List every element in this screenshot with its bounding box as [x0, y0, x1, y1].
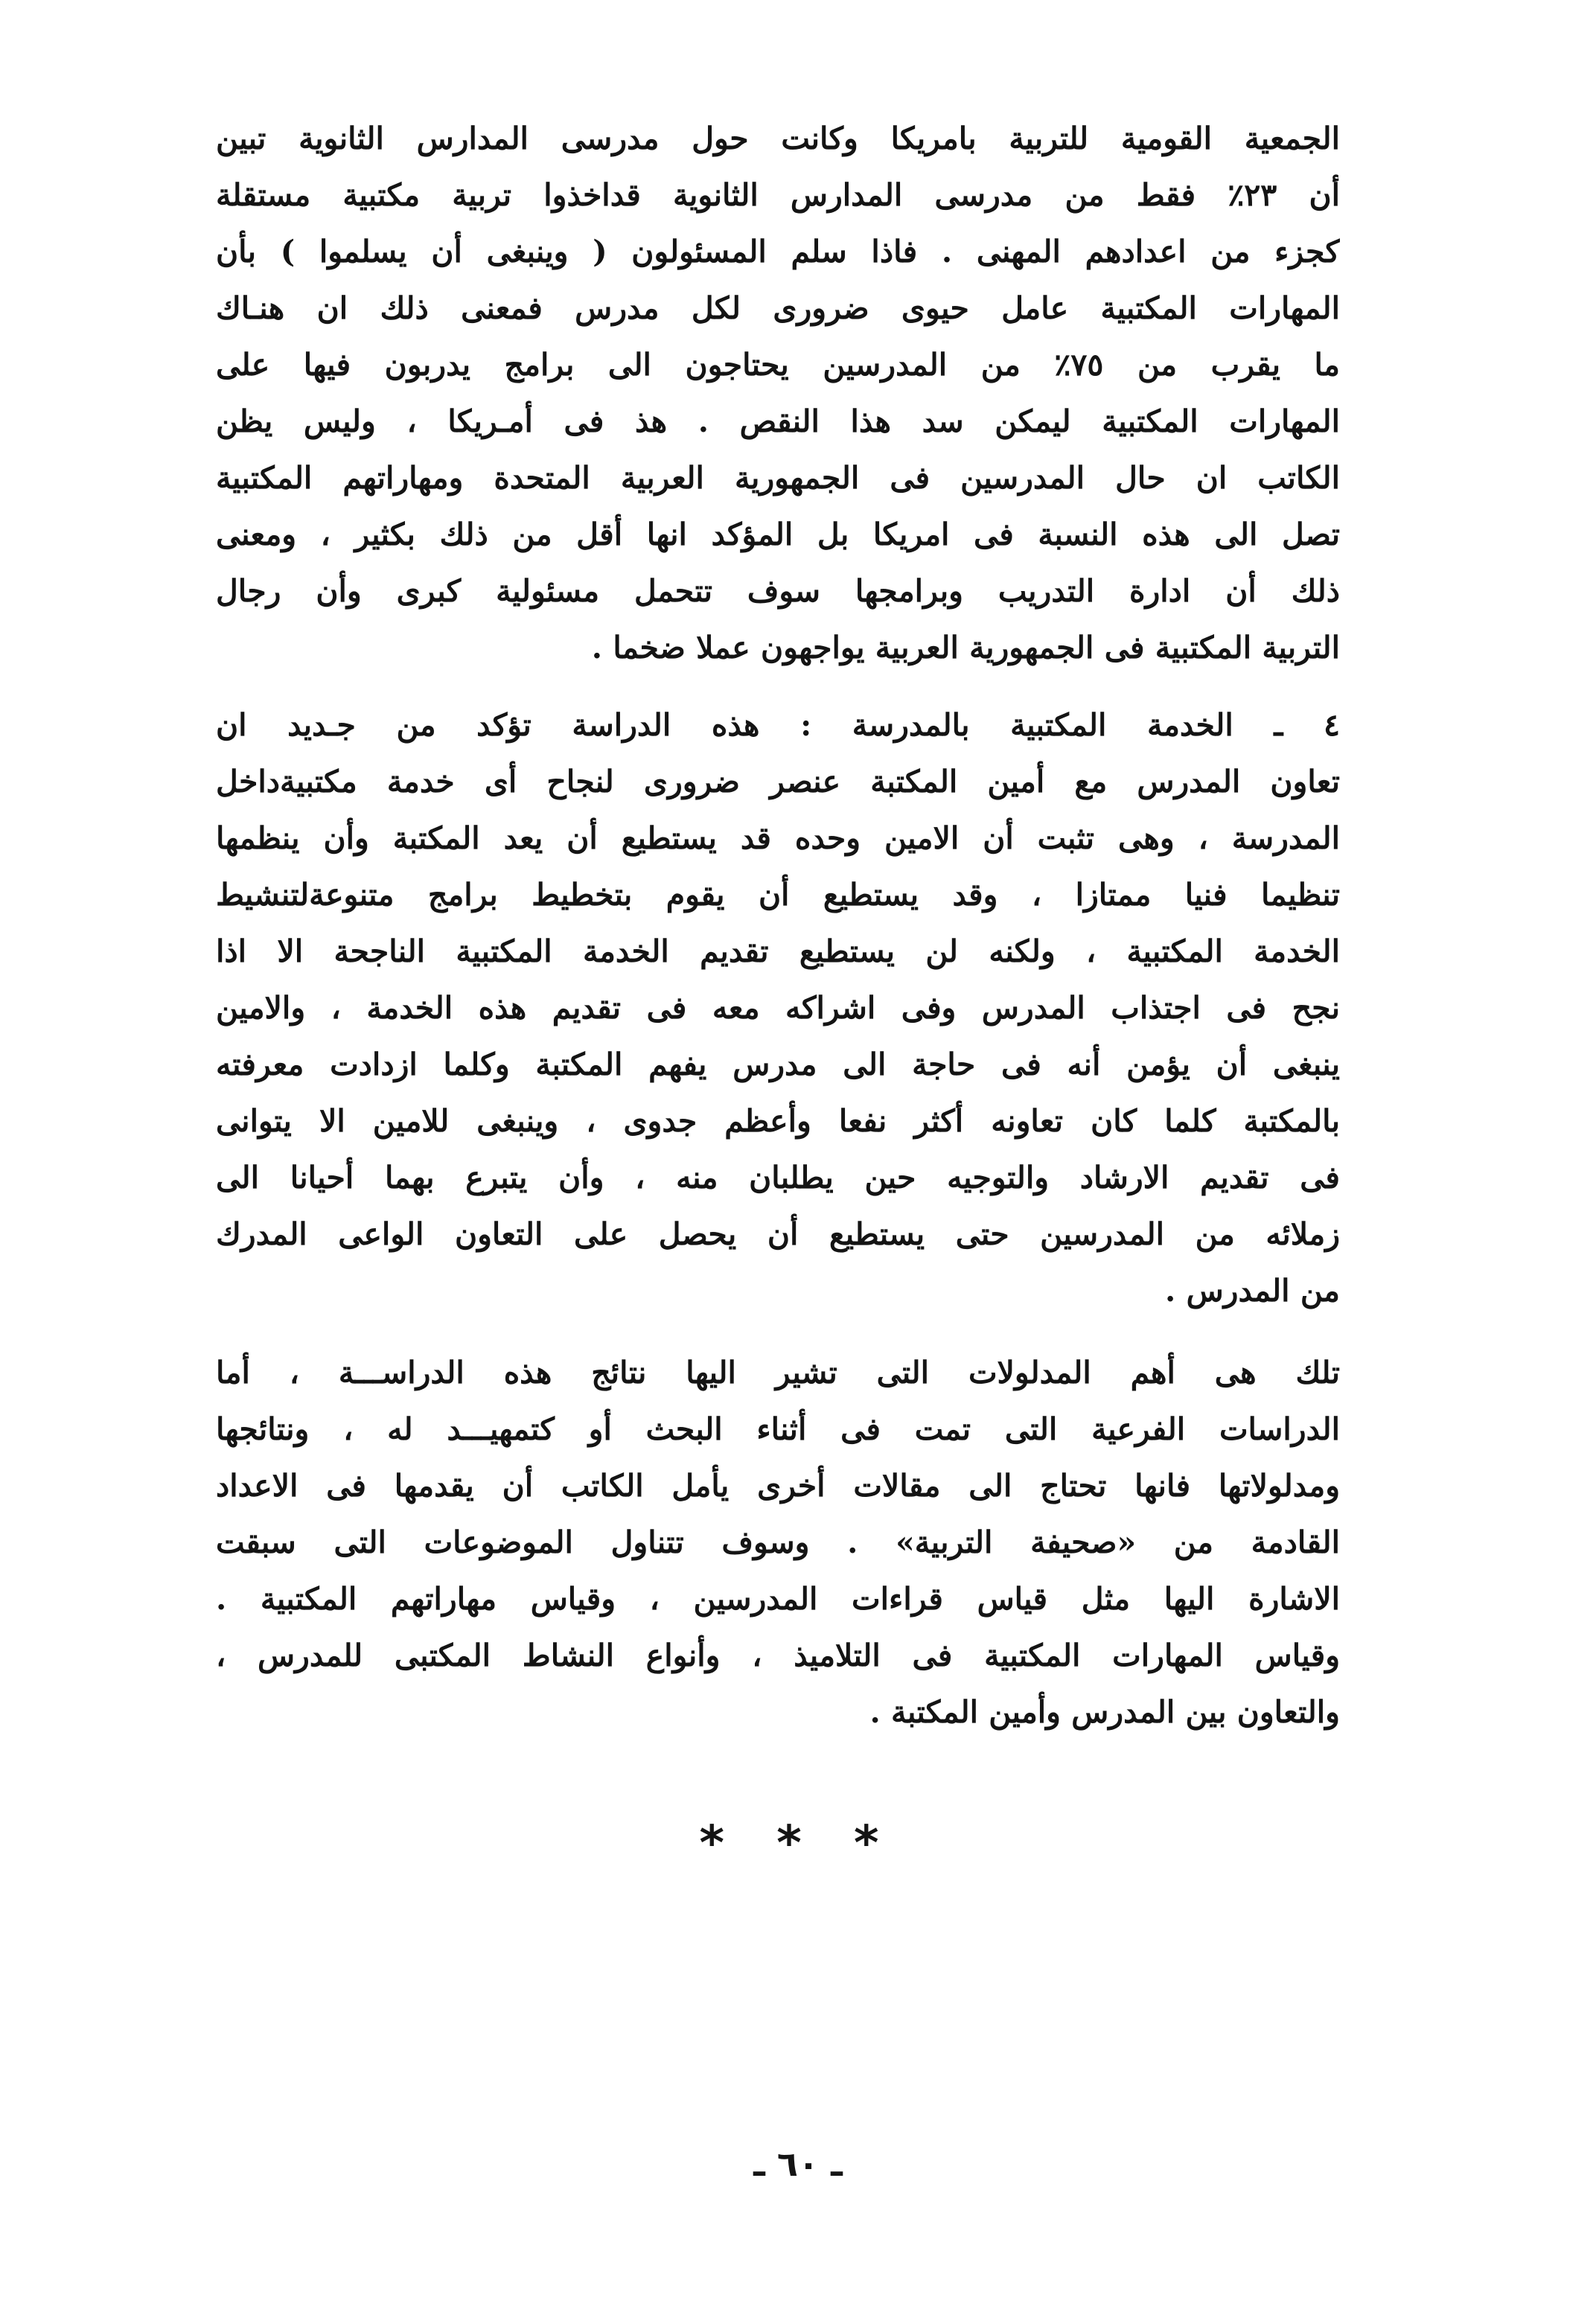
page-number: ـ ٦٠ ـ: [753, 2144, 843, 2184]
paragraph-line: المهارات المكتبية عامل حيوى ضرورى لكل مدرس فمعنى ذلك ان هنـاك: [216, 290, 1340, 326]
paragraph-line: بالمكتبة كلما كان تعاونه أكثر نفعا وأعظم جدوى ، وينبغى للامين الا يتوانى: [216, 1103, 1340, 1139]
paragraph-line: ومدلولاتها فانها تحتاج الى مقالات أخرى يأمل الكاتب أن يقدمها فى الاعداد: [216, 1468, 1340, 1504]
paragraph-line: الاشارة اليها مثل قياس قراءات المدرسين ، وقياس مهاراتهم المكتبية .: [216, 1581, 1340, 1617]
paragraph-line: كجزء من اعدادهم المهنى . فاذا سلم المسئولون ( وينبغى أن يسلموا ) بأن: [216, 234, 1340, 269]
paragraph-line: الخدمة المكتبية ، ولكنه لن يستطيع تقديم الخدمة المكتبية الناجحة الا اذا: [216, 933, 1340, 969]
paragraph-line: تنظيما فنيا ممتازا ، وقد يستطيع أن يقوم بتخطيط برامج متنوعةلتنشيط: [216, 877, 1340, 913]
paragraph-line: الكاتب ان حال المدرسين فى الجمهورية العربية المتحدة ومهاراتهم المكتبية: [216, 460, 1340, 496]
paragraph-line: تعاون المدرس مع أمين المكتبة عنصر ضرورى لنجاح أى خدمة مكتبيةداخل: [216, 764, 1340, 799]
paragraph-line: زملائه من المدرسين حتى يستطيع أن يحصل على التعاون الواعى المدرك: [216, 1216, 1340, 1252]
paragraph-3: [216, 1344, 1340, 1740]
paragraph-line: ٤ ـ الخدمة المكتبية بالمدرسة : هذه الدراسة تؤكد من جـديد ان: [216, 707, 1340, 743]
paragraph-line: المهارات المكتبية ليمكن سد هذا النقص . هذ فى أمـريكا ، وليس يظن: [216, 403, 1340, 439]
paragraph-line: نجح فى اجتذاب المدرس وفى اشراكه معه فى تقديم هذه الخدمة ، والامين: [216, 990, 1340, 1026]
paragraph-line: تلك هى أهم المدلولات التى تشير اليها نتائج هذه الدراســـة ، أما: [216, 1355, 1340, 1390]
paragraph-line: المدرسة ، وهى تثبت أن الامين وحده قد يستطيع أن يعد المكتبة وأن ينظمها: [216, 820, 1340, 856]
paragraph-line: القادمة من «صحيفة التربية» . وسوف تتناول الموضوعات التى سبقت: [216, 1524, 1340, 1560]
paragraph-line: ينبغى أن يؤمن أنه فى حاجة الى مدرس يفهم المكتبة وكلما ازدادت معرفته: [216, 1047, 1340, 1082]
paragraph-line: التربية المكتبية فى الجمهورية العربية يواجهون عملا ضخما .: [591, 630, 1340, 665]
paragraph-line: ذلك أن ادارة التدريب وبرامجها سوف تتحمل مسئولية كبرى وأن رجال: [216, 573, 1340, 609]
paragraph-2: [216, 697, 1340, 1319]
section-separator: * * *: [699, 1816, 897, 1871]
paragraph-line: الجمعية القومية للتربية بامريكا وكانت حول مدرسى المدارس الثانوية تبين: [216, 121, 1340, 156]
paragraph-line: وقياس المهارات المكتبية فى التلاميذ ، وأنواع النشاط المكتبى للمدرس ،: [216, 1638, 1340, 1673]
paragraph-line: من المدرس .: [1165, 1273, 1340, 1309]
paragraph-line: أن ٢٣٪ فقط من مدرسى المدارس الثانوية قداخذوا تربية مكتبية مستقلة: [216, 177, 1340, 213]
paragraph-1: [216, 110, 1340, 676]
paragraph-line: تصل الى هذه النسبة فى امريكا بل المؤكد انها أقل من ذلك بكثير ، ومعنى: [216, 517, 1340, 552]
paragraph-line: والتعاون بين المدرس وأمين المكتبة .: [869, 1694, 1340, 1730]
paragraph-line: الدراسات الفرعية التى تمت فى أثناء البحث أو كتمهيـــد له ، ونتائجها: [216, 1411, 1340, 1447]
paragraph-line: فى تقديم الارشاد والتوجيه حين يطلبان منه ، وأن يتبرع بهما أحيانا الى: [216, 1160, 1340, 1195]
paragraph-line: ما يقرب من ٧٥٪ من المدرسين يحتاجون الى برامج يدربون فيها على: [216, 347, 1340, 383]
